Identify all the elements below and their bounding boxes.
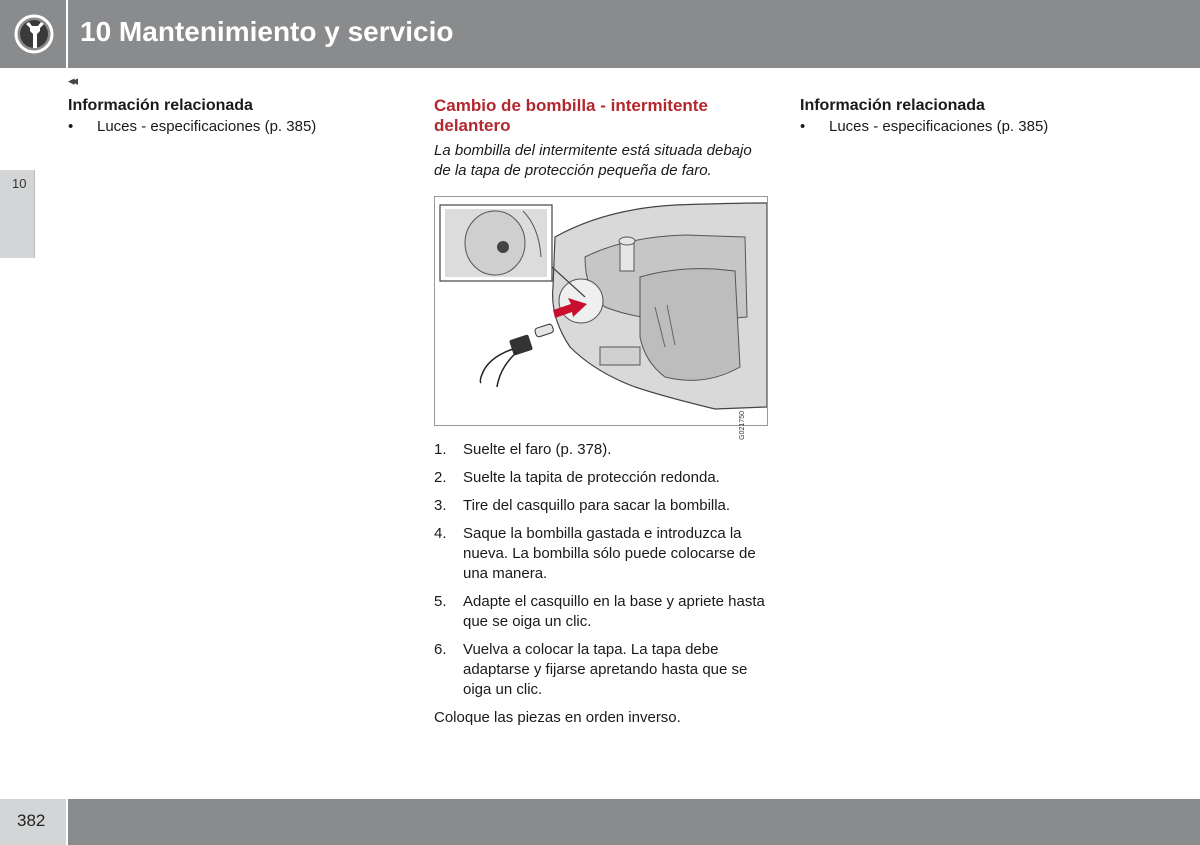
step-number: 2. — [434, 469, 447, 486]
step-item — [434, 640, 769, 700]
step-number: 3. — [434, 497, 447, 514]
step-item — [434, 468, 769, 488]
step-text: Suelte el faro (p. 378). — [463, 441, 612, 458]
step-item — [434, 524, 769, 584]
step-number: 1. — [434, 441, 447, 458]
bullet: • — [800, 118, 806, 135]
chapter-icon-box — [0, 0, 68, 68]
step-item — [434, 440, 769, 460]
related-info-link[interactable]: Luces - especificaciones (p. 385) — [97, 118, 317, 135]
step-item — [434, 592, 769, 632]
step-text: Saque la bombilla gastada e introduzca la nueva. La bombilla sólo puede colocarse de una manera. — [463, 525, 756, 582]
steps-list — [434, 440, 769, 700]
step-number: 4. — [434, 525, 447, 542]
headlight-figure — [434, 196, 768, 440]
chapter-side-tab-label: 10 — [12, 176, 27, 191]
continued-from-previous-marker: ◂◂ — [68, 73, 76, 88]
left-column — [68, 96, 378, 137]
step-text: Vuelva a colocar la tapa. La tapa debe adaptarse y fijarse apretando hasta que se oiga un clic. — [463, 641, 748, 698]
step-item — [434, 496, 769, 516]
step-number: 5. — [434, 593, 447, 610]
bullet: • — [68, 118, 74, 135]
related-info-item[interactable] — [68, 117, 378, 137]
step-text: Tire del casquillo para sacar la bombilla. — [463, 497, 731, 514]
page-number: 382 — [17, 811, 46, 830]
right-column — [800, 96, 1120, 137]
related-info-link[interactable]: Luces - especificaciones (p. 385) — [829, 118, 1049, 135]
footer-bar — [0, 799, 1200, 845]
chapter-title: 10 Mantenimiento y servicio — [80, 16, 454, 47]
section-title: Cambio de bombilla - intermitente delantero — [434, 96, 708, 135]
step-text: Suelte la tapita de protección redonda. — [463, 469, 720, 486]
section-intro: La bombilla del intermitente está situada debajo de la tapa de protección pequeña de faro. — [434, 142, 752, 179]
step-text: Adapte el casquillo en la base y apriete hasta que se oiga un clic. — [463, 593, 765, 630]
related-info-item[interactable] — [800, 117, 1120, 137]
middle-column — [434, 96, 769, 728]
related-info-title: Información relacionada — [68, 97, 253, 114]
figure-code: G021750 — [739, 411, 746, 440]
closing-note: Coloque las piezas en orden inverso. — [434, 709, 681, 726]
related-info-title: Información relacionada — [800, 97, 985, 114]
step-number: 6. — [434, 641, 447, 658]
headlight-illustration — [435, 197, 767, 425]
wrench-icon — [14, 14, 54, 54]
